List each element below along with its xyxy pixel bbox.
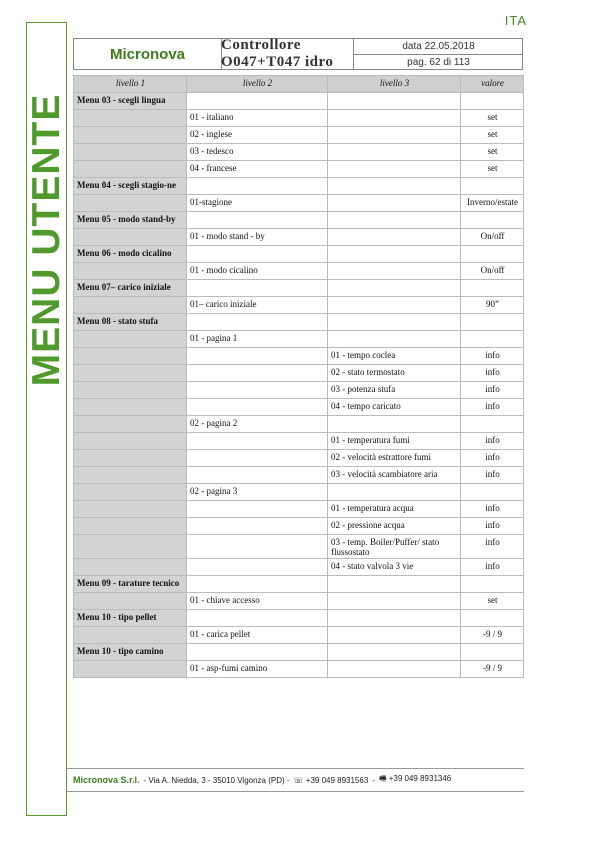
- cell-livello-1: [74, 433, 187, 450]
- table-row: [74, 382, 524, 399]
- cell-livello-3: [328, 280, 461, 297]
- table-row: [74, 229, 524, 246]
- cell-livello-1: [74, 484, 187, 501]
- cell-valore: On/off: [461, 263, 524, 280]
- cell-livello-2: 01 - pagina 1: [187, 331, 328, 348]
- table-row: [74, 144, 524, 161]
- cell-livello-1: [74, 501, 187, 518]
- cell-livello-3: [328, 297, 461, 314]
- cell-livello-3: 01 - temperatura fumi: [328, 433, 461, 450]
- table-row: [74, 661, 524, 678]
- cell-valore: [461, 178, 524, 195]
- cell-livello-2: 01 - chiave accesso: [187, 593, 328, 610]
- header-livello-3: livello 3: [328, 76, 461, 93]
- cell-valore: info: [461, 382, 524, 399]
- cell-livello-2: [187, 348, 328, 365]
- cell-valore: info: [461, 518, 524, 535]
- cell-valore: [461, 314, 524, 331]
- footer-address: - Via A. Niedda, 3 - 35010 Vigonza (PD) -: [143, 775, 290, 785]
- cell-livello-1: [74, 593, 187, 610]
- cell-livello-3: [328, 246, 461, 263]
- language-label: ITA: [504, 13, 527, 28]
- document-meta: [353, 39, 523, 69]
- footer-separator: -: [372, 775, 375, 785]
- cell-livello-3: 02 - pressione acqua: [328, 518, 461, 535]
- cell-livello-3: [328, 212, 461, 229]
- cell-livello-1: [74, 416, 187, 433]
- cell-valore: set: [461, 127, 524, 144]
- cell-livello-2: [187, 178, 328, 195]
- table-row: [74, 161, 524, 178]
- table-row: [74, 263, 524, 280]
- cell-livello-3: 02 - velocità estrattore fumi: [328, 450, 461, 467]
- cell-livello-3: [328, 576, 461, 593]
- cell-livello-3: [328, 229, 461, 246]
- cell-livello-1: [74, 161, 187, 178]
- cell-livello-3: [328, 314, 461, 331]
- cell-livello-2: [187, 501, 328, 518]
- cell-livello-2: [187, 382, 328, 399]
- document-title: Controllore O047+T047 idro: [221, 37, 334, 70]
- cell-livello-1: [74, 331, 187, 348]
- cell-livello-3: 04 - tempo caricato: [328, 399, 461, 416]
- cell-livello-2: 03 - tedesco: [187, 144, 328, 161]
- table-row: [74, 348, 524, 365]
- table-header-row: [74, 76, 524, 93]
- footer-phone: ☏ +39 049 8931563: [293, 775, 369, 785]
- company-logo: Micronova: [74, 39, 222, 69]
- table-row: [74, 110, 524, 127]
- cell-livello-1: [74, 195, 187, 212]
- cell-valore: info: [461, 467, 524, 484]
- cell-livello-1: [74, 348, 187, 365]
- cell-livello-1: [74, 144, 187, 161]
- cell-livello-3: 03 - potenza stufa: [328, 382, 461, 399]
- table-row: [74, 535, 524, 559]
- cell-valore: set: [461, 161, 524, 178]
- header-valore: valore: [461, 76, 524, 93]
- cell-livello-3: [328, 178, 461, 195]
- cell-valore: info: [461, 535, 524, 559]
- table-row: [74, 93, 524, 110]
- cell-livello-2: 04 - francese: [187, 161, 328, 178]
- document-header: [73, 38, 523, 70]
- cell-livello-2: 01 - italiano: [187, 110, 328, 127]
- cell-livello-2: 01-stagione: [187, 195, 328, 212]
- cell-livello-1: [74, 110, 187, 127]
- table-row: [74, 484, 524, 501]
- table-row: [74, 627, 524, 644]
- cell-livello-1: [74, 467, 187, 484]
- cell-livello-2: [187, 518, 328, 535]
- cell-livello-2: 02 - pagina 2: [187, 416, 328, 433]
- cell-livello-3: 03 - velocità scambiatore aria: [328, 467, 461, 484]
- table-row: [74, 399, 524, 416]
- cell-livello-3: [328, 610, 461, 627]
- cell-livello-2: [187, 433, 328, 450]
- table-row: [74, 314, 524, 331]
- cell-livello-1: Menu 07– carico iniziale: [74, 280, 187, 297]
- table-row: [74, 593, 524, 610]
- cell-livello-3: [328, 484, 461, 501]
- table-row: [74, 576, 524, 593]
- cell-livello-3: 04 - stato valvola 3 vie: [328, 559, 461, 576]
- cell-valore: info: [461, 348, 524, 365]
- cell-valore: info: [461, 559, 524, 576]
- cell-livello-3: [328, 144, 461, 161]
- cell-livello-1: [74, 229, 187, 246]
- cell-livello-2: 01 - modo stand - by: [187, 229, 328, 246]
- cell-valore: info: [461, 365, 524, 382]
- cell-livello-1: Menu 08 - stato stufa: [74, 314, 187, 331]
- cell-valore: set: [461, 144, 524, 161]
- cell-livello-2: 02 - pagina 3: [187, 484, 328, 501]
- document-date: data 22.05.2018: [402, 41, 475, 52]
- cell-valore: -9 / 9: [461, 661, 524, 678]
- cell-livello-1: Menu 06 - modo cicalino: [74, 246, 187, 263]
- cell-livello-1: [74, 365, 187, 382]
- cell-livello-1: [74, 297, 187, 314]
- cell-valore: Inverno/estate: [461, 195, 524, 212]
- cell-valore: [461, 93, 524, 110]
- cell-valore: [461, 280, 524, 297]
- cell-livello-2: [187, 365, 328, 382]
- cell-valore: set: [461, 593, 524, 610]
- menu-table: [73, 75, 524, 678]
- page-number: pag. 62 di 113: [354, 54, 523, 70]
- cell-livello-1: [74, 535, 187, 559]
- table-row: [74, 195, 524, 212]
- cell-valore: [461, 331, 524, 348]
- cell-valore: [461, 212, 524, 229]
- cell-valore: 90”: [461, 297, 524, 314]
- table-row: [74, 559, 524, 576]
- page-footer: [67, 768, 524, 792]
- cell-livello-3: 01 - temperatura acqua: [328, 501, 461, 518]
- cell-livello-3: 03 - temp. Boiler/Puffer/ stato flussostato: [328, 535, 461, 559]
- cell-livello-1: Menu 09 - tarature tecnico: [74, 576, 187, 593]
- table-row: [74, 246, 524, 263]
- cell-livello-3: [328, 644, 461, 661]
- cell-livello-2: 01 - modo cicalino: [187, 263, 328, 280]
- table-row: [74, 450, 524, 467]
- cell-livello-1: Menu 10 - tipo camino: [74, 644, 187, 661]
- cell-livello-1: [74, 263, 187, 280]
- cell-valore: [461, 246, 524, 263]
- cell-livello-3: [328, 661, 461, 678]
- table-row: [74, 501, 524, 518]
- cell-valore: -9 / 9: [461, 627, 524, 644]
- cell-livello-2: [187, 399, 328, 416]
- cell-livello-3: [328, 110, 461, 127]
- cell-valore: [461, 644, 524, 661]
- cell-valore: [461, 576, 524, 593]
- table-row: [74, 433, 524, 450]
- cell-livello-2: 02 - inglese: [187, 127, 328, 144]
- cell-livello-2: [187, 212, 328, 229]
- cell-livello-3: [328, 627, 461, 644]
- cell-livello-3: [328, 331, 461, 348]
- cell-valore: info: [461, 433, 524, 450]
- cell-livello-2: [187, 280, 328, 297]
- cell-livello-2: [187, 450, 328, 467]
- cell-livello-1: Menu 04 - scegli stagio-ne: [74, 178, 187, 195]
- cell-livello-2: [187, 535, 328, 559]
- header-livello-2: livello 2: [187, 76, 328, 93]
- header-livello-1: livello 1: [74, 76, 187, 93]
- cell-livello-3: 01 - tempo coclea: [328, 348, 461, 365]
- cell-valore: set: [461, 110, 524, 127]
- cell-valore: info: [461, 501, 524, 518]
- footer-company: Micronova S.r.l.: [73, 775, 140, 785]
- cell-livello-2: [187, 559, 328, 576]
- cell-livello-3: [328, 161, 461, 178]
- side-title: MENU UTENTE: [25, 93, 68, 387]
- table-row: [74, 365, 524, 382]
- cell-livello-3: [328, 416, 461, 433]
- cell-livello-2: [187, 644, 328, 661]
- cell-livello-1: [74, 627, 187, 644]
- cell-livello-2: [187, 467, 328, 484]
- cell-livello-1: [74, 382, 187, 399]
- table-row: [74, 297, 524, 314]
- cell-livello-3: [328, 195, 461, 212]
- table-row: [74, 518, 524, 535]
- cell-livello-3: 02 - stato termostato: [328, 365, 461, 382]
- cell-valore: info: [461, 399, 524, 416]
- cell-valore: info: [461, 450, 524, 467]
- table-row: [74, 212, 524, 229]
- cell-livello-1: Menu 05 - modo stand-by: [74, 212, 187, 229]
- cell-livello-3: [328, 93, 461, 110]
- table-row: [74, 610, 524, 627]
- table-row: [74, 127, 524, 144]
- cell-livello-3: [328, 127, 461, 144]
- cell-valore: [461, 484, 524, 501]
- cell-livello-3: [328, 263, 461, 280]
- table-row: [74, 178, 524, 195]
- cell-livello-2: 01– carico iniziale: [187, 297, 328, 314]
- cell-livello-1: Menu 10 - tipo pellet: [74, 610, 187, 627]
- cell-livello-2: [187, 610, 328, 627]
- cell-livello-1: Menu 03 - scegli lingua: [74, 93, 187, 110]
- cell-livello-1: [74, 559, 187, 576]
- cell-livello-2: [187, 246, 328, 263]
- table-row: [74, 467, 524, 484]
- cell-livello-1: [74, 661, 187, 678]
- table-row: [74, 644, 524, 661]
- cell-livello-1: [74, 518, 187, 535]
- cell-livello-1: [74, 127, 187, 144]
- footer-fax: 🖷 +39 049 8931346: [378, 774, 452, 783]
- table-row: [74, 280, 524, 297]
- cell-livello-1: [74, 399, 187, 416]
- cell-livello-2: [187, 314, 328, 331]
- table-row: [74, 331, 524, 348]
- cell-livello-2: 01 - asp-fumi camino: [187, 661, 328, 678]
- cell-valore: On/off: [461, 229, 524, 246]
- cell-livello-1: [74, 450, 187, 467]
- cell-livello-3: [328, 593, 461, 610]
- cell-livello-2: 01 - carica pellet: [187, 627, 328, 644]
- cell-valore: [461, 610, 524, 627]
- cell-livello-2: [187, 93, 328, 110]
- cell-livello-2: [187, 576, 328, 593]
- cell-valore: [461, 416, 524, 433]
- table-row: [74, 416, 524, 433]
